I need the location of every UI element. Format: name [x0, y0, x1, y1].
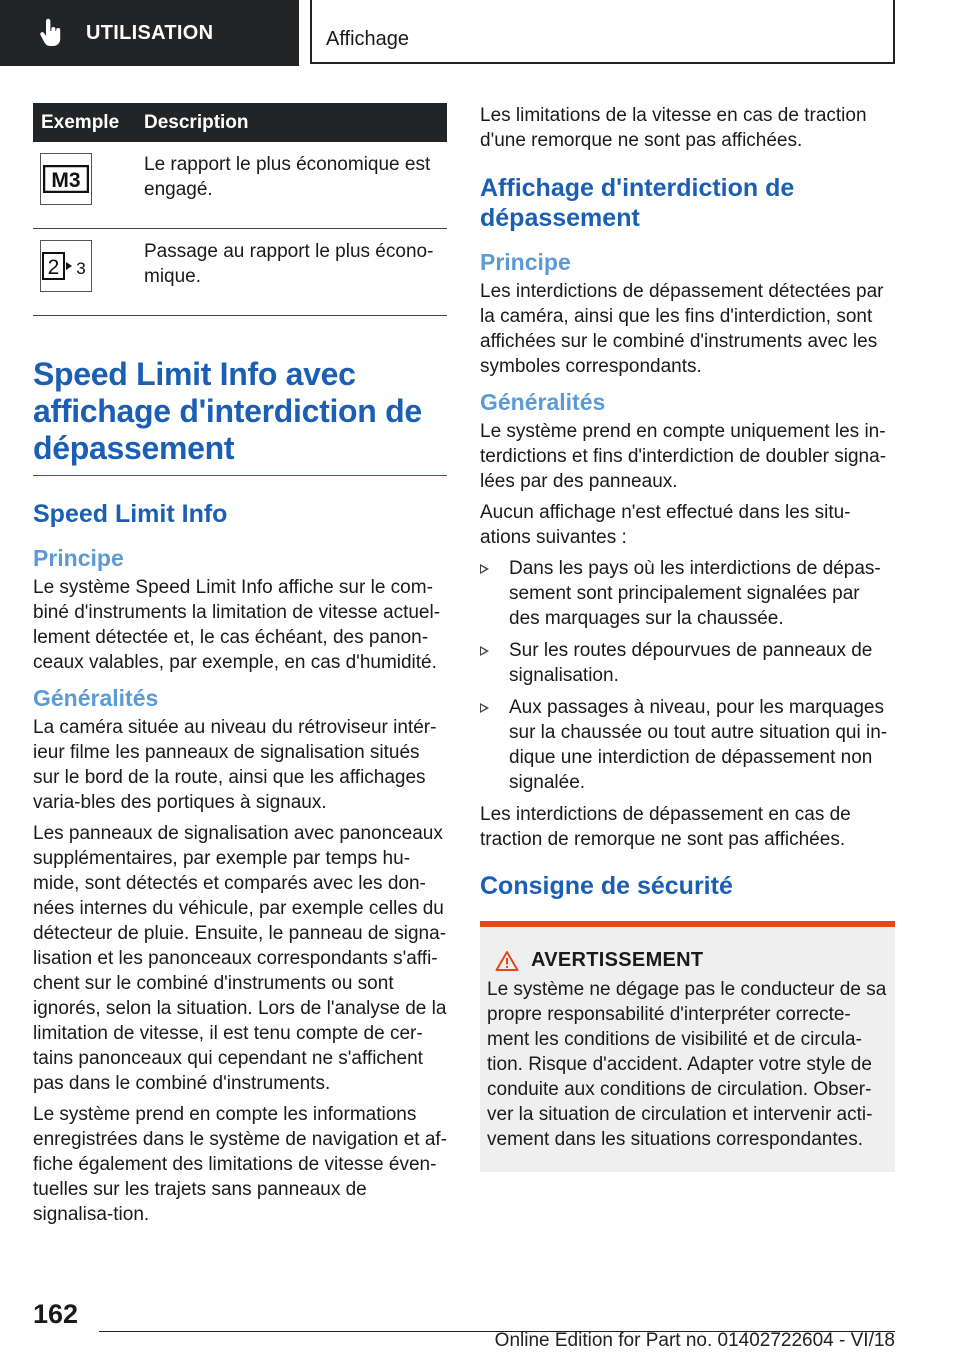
section-tab — [0, 0, 299, 66]
gear-shift-from: 2 — [47, 256, 60, 279]
paragraph: Aucun affichage n'est effectué dans les situ-ations suivantes : — [480, 502, 851, 548]
example-table — [33, 103, 447, 316]
warning-text: Le système ne dégage pas le conducteur de sa propre responsabilité d'interpréter correcte-ment les conditions de visibilité et de circula-tion. Risque d'accident. Adapter votre style de conduite aux conditions de circulation. Obser-ver la situation de circulation et intervenir acti-vement dans les situations correspondantes. — [487, 979, 887, 1150]
paragraph: La caméra située au niveau du rétroviseur intér-ieur filme les panneaux de signalisation situés sur le bord de la route, ainsi que les affichages varia-bles des portiques à signaux. — [33, 717, 437, 813]
list-item: Aux passages à niveau, pour les marquages sur la chaussée ou tout autre situation qui in-dique une interdiction de dépassement non signalée. — [480, 695, 895, 795]
heading-generalites: Généralités — [480, 389, 606, 415]
heading-principe: Principe — [480, 249, 571, 275]
row-description: Le rapport le plus économique est engagé. — [144, 142, 447, 229]
triangle-bullet-icon — [480, 564, 489, 574]
heading-generalites: Généralités — [33, 685, 159, 711]
topic-box — [310, 0, 895, 64]
paragraph: Le système Speed Limit Info affiche sur le com-biné d'instruments la limitation de vitesse actuel-lement détectée et, le cas échéant, des panon-ceaux valables, par exemple, en cas d'humidité. — [33, 577, 441, 673]
bullet-list — [480, 556, 895, 795]
left-column — [33, 103, 447, 1233]
main-title: Speed Limit Info avec affichage d'interdiction de dépassement — [33, 356, 447, 476]
table-row — [33, 142, 447, 229]
heading-principe: Principe — [33, 545, 124, 571]
section-title: UTILISATION — [86, 21, 214, 44]
warning-box — [480, 921, 895, 1172]
paragraph: Le système prend en compte uniquement les in-terdictions et fins d'interdiction de doubler signa-lées par des panneaux. — [480, 421, 887, 492]
footer-edition: Online Edition for Part no. 01402722604 - VI/18 — [494, 1330, 895, 1351]
triangle-bullet-icon — [480, 703, 489, 713]
paragraph: Le système prend en compte les informations enregistrées dans le système de navigation et af-fiche également des limitations de vitesse éven-tuelles sur les trajets sans panneaux de signalisa-tion. — [33, 1104, 448, 1225]
paragraph: Les limitations de la vitesse en cas de traction d'une remorque ne sont pas affichées. — [480, 105, 867, 151]
subsection-title: Speed Limit Info — [33, 500, 228, 528]
paragraph: Les interdictions de dépassement en cas de traction de remorque ne sont pas affichées. — [480, 804, 851, 850]
paragraph: Les interdictions de dépassement détectées par la caméra, ainsi que les fins d'interdiction, sont affichées sur le combiné d'instruments avec les symboles correspondants. — [480, 281, 884, 377]
paragraph: Les panneaux de signalisation avec panonceaux supplémentaires, par exemple par temps hu-mide, sont détectés et comparés avec les don-nées internes du véhicule, par exemple celles du détecteur de pluie. Ensuite, le panneau de signa-lisation et les panonceaux correspondants s'affi-chent sur le combiné d'instruments ou sont ignorés, selon la situation. Lors de l'analyse de la limitation de vitesse, il est tenu compte de cer-tains panonceaux qui cependant ne s'affichent pas dans le combiné d'instruments. — [33, 823, 447, 1094]
table-row — [33, 229, 447, 316]
warning-label: AVERTISSEMENT — [531, 949, 704, 971]
list-item: Sur les routes dépourvues de panneaux de signalisation. — [480, 638, 895, 688]
section-title-overtaking: Affichage d'interdiction de dépassement — [480, 174, 795, 232]
right-column — [480, 103, 895, 1172]
page-number: 162 — [33, 1299, 79, 1329]
hand-pointer-icon — [38, 18, 64, 48]
safety-title: Consigne de sécurité — [480, 872, 733, 900]
page-header — [0, 0, 960, 66]
triangle-bullet-icon — [480, 646, 489, 656]
warning-triangle-icon — [495, 950, 519, 972]
col-header-description: Description — [144, 103, 447, 142]
topic-title: Affichage — [326, 28, 410, 50]
gear-shift-to: 3 — [76, 259, 86, 278]
col-header-example: Exemple — [33, 103, 144, 142]
table-header-row — [33, 103, 447, 142]
warning-header — [495, 949, 888, 972]
gear-m3-text: M3 — [51, 169, 81, 192]
list-item: Dans les pays où les interdictions de dépas-sement sont principalement signalées par des marquages sur la chaussée. — [480, 556, 895, 631]
gear-shift-icon — [40, 240, 92, 292]
row-description: Passage au rapport le plus écono-mique. — [144, 229, 447, 316]
gear-m3-icon — [40, 153, 92, 205]
